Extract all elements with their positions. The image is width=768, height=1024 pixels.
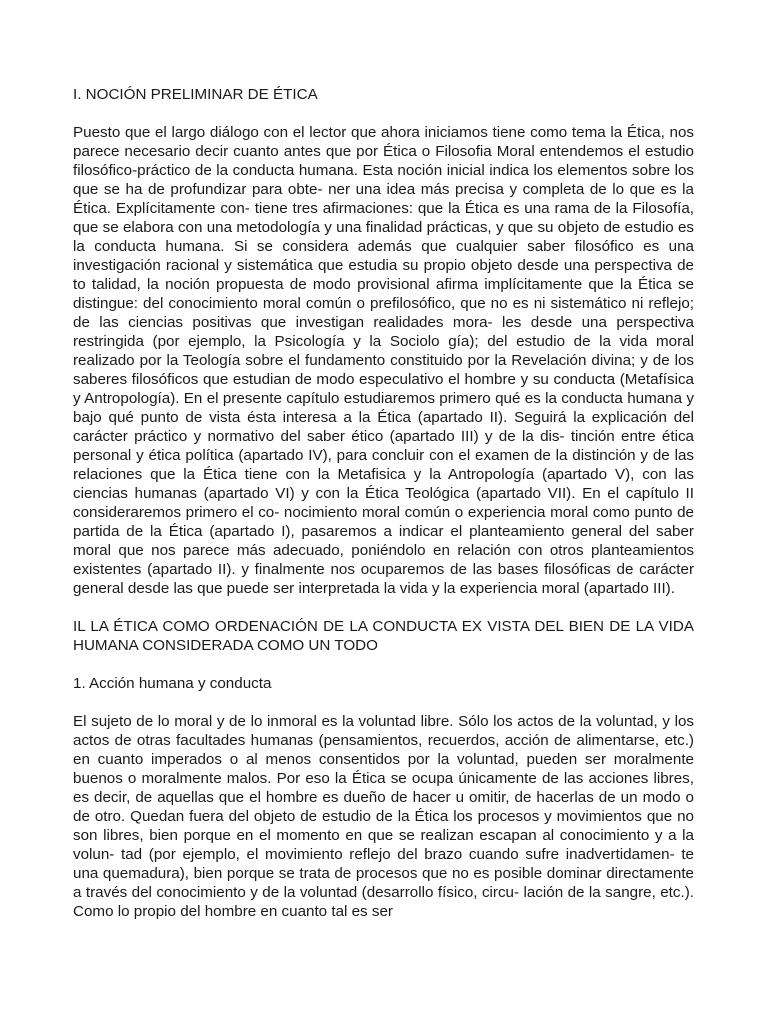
section-2-title: IL LA ÉTICA COMO ORDENACIÓN DE LA CONDUCTA EX VISTA DEL BIEN DE LA VIDA HUMANA CONSIDERADA COMO UN TODO bbox=[73, 618, 694, 654]
section-1-title: I. NOCIÓN PRELIMINAR DE ÉTICA bbox=[73, 86, 318, 103]
document-page bbox=[73, 85, 694, 921]
subsection-1-title: 1. Acción humana y conducta bbox=[73, 675, 272, 692]
subsection-1-paragraph: El sujeto de lo moral y de lo inmoral es la voluntad libre. Sólo los actos de la voluntad, y los actos de otras facultades humanas (pensamientos, recuerdos, acción de alimentarse, etc.) en cuanto imperados o al menos consentidos por la voluntad, pueden ser moralmente buenos o moralmente malos. Por eso la Ética se ocupa únicamente de las acciones libres, es decir, de aquellas que el hombre es dueño de hacer u omitir, de hacerlas de un modo o de otro. Quedan fuera del objeto de estudio de la Ética los procesos y movimientos que no son libres, bien porque en el momento en que se realizan escapan al conocimiento y a la volun- tad (por ejemplo, el movimiento reflejo del brazo cuando sufre inadvertidamen- te una quemadura), bien porque se trata de procesos que no es posible dominar directamente a través del conocimiento y de la voluntad (desarrollo físico, circu- lación de la sangre, etc.). Como lo propio del hombre en cuanto tal es ser bbox=[73, 713, 694, 920]
section-1-paragraph: Puesto que el largo diálogo con el lector que ahora iniciamos tiene como tema la Ética, nos parece necesario decir cuanto antes que por Ética o Filosofia Moral entendemos el estudio filosófico-práctico de la conducta humana. Esta noción inicial indica los elementos sobre los que se ha de profundizar para obte- ner una idea más precisa y completa de lo que es la Ética. Explícitamente con- tiene tres afirmaciones: que la Ética es una rama de la Filosofía, que se elabora con una metodología y una finalidad prácticas, y que su objeto de estudio es la conducta humana. Si se considera además que cualquier saber filosófico es una investigación racional y sistemática que estudia su propio objeto desde una perspectiva de to talidad, la noción propuesta de modo provisional afirma implícitamente que la Ética se distingue: del conocimiento moral común o prefilosófico, que no es ni sistemático ni reflejo; de las ciencias positivas que investigan realidades mora- les desde una perspectiva restringida (por ejemplo, la Psicología y la Sociolo gía); del estudio de la vida moral realizado por la Teología sobre el fundamento constituido por la Revelación divina; y de los saberes filosóficos que estudian de modo especulativo el hombre y su conducta (Metafísica y Antropología). En el presente capítulo estudiaremos primero qué es la conducta humana y bajo qué punto de vista ésta interesa a la Ética (apartado II). Seguirá la explicación del carácter práctico y normativo del saber ético (apartado III) y de la dis- tinción entre ética personal y ética política (apartado IV), para concluir con el examen de la distinción y de las relaciones que la Ética tiene con la Metafisica y la Antropología (apartado V), con las ciencias humanas (apartado VI) y con la Ética Teológica (apartado VII). En el capítulo II consideraremos primero el co- nocimiento moral común o experiencia moral como punto de partida de la Ética (apartado I), pasaremos a indicar el planteamiento general del saber moral que nos parece más adecuado, poniéndolo en relación con otros planteamientos existentes (apartado II). y finalmente nos ocuparemos de las bases filosóficas de carácter general desde las que puede ser interpretada la vida y la experiencia moral (apartado III). bbox=[73, 124, 694, 597]
